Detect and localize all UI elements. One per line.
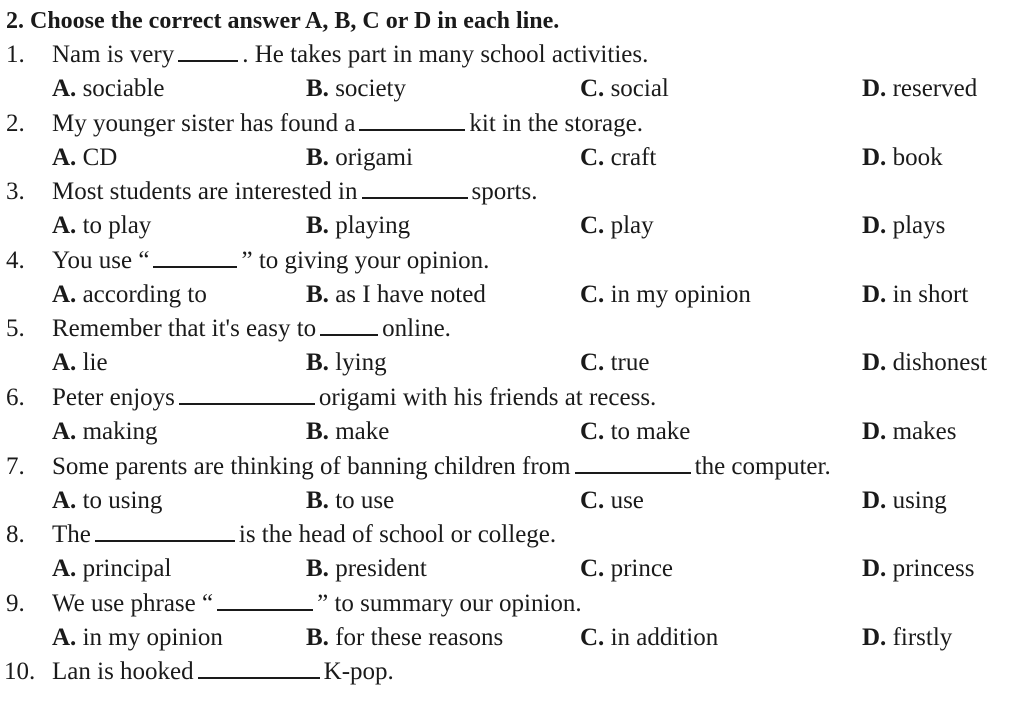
question-text (52, 312, 451, 346)
option-letter: C. (580, 487, 605, 514)
answer-options (0, 72, 1024, 106)
question-item (0, 107, 1024, 175)
option-letter: A. (52, 281, 77, 308)
option-letter: A. (52, 212, 77, 239)
question-number: 8. (6, 521, 25, 548)
option-a[interactable] (52, 346, 108, 380)
question-text-after: origami with his friends at recess. (318, 384, 657, 411)
option-c[interactable] (580, 278, 751, 312)
option-text: to use (335, 487, 395, 514)
question-text-before: Nam is very (52, 41, 175, 68)
answer-options (0, 209, 1024, 243)
option-letter: C. (580, 144, 605, 171)
option-text: president (335, 555, 427, 582)
option-letter: B. (306, 349, 329, 376)
option-text: use (610, 487, 644, 514)
option-a[interactable] (52, 209, 151, 243)
question-text-after: sports. (471, 178, 538, 205)
option-text: princess (892, 555, 975, 582)
answer-options (0, 621, 1024, 655)
option-text: true (610, 349, 650, 376)
option-letter: B. (306, 144, 329, 171)
option-d[interactable] (862, 72, 977, 106)
question-text-after: . He takes part in many school activities. (242, 41, 649, 68)
option-letter: D. (862, 349, 887, 376)
answer-blank[interactable] (198, 655, 320, 679)
option-letter: B. (306, 212, 329, 239)
option-text: play (610, 212, 654, 239)
question-text-after: kit in the storage. (469, 110, 643, 137)
option-letter: B. (306, 75, 329, 102)
option-text: sociable (82, 75, 165, 102)
option-d[interactable] (862, 141, 943, 175)
option-c[interactable] (580, 346, 649, 380)
question-text (52, 655, 394, 689)
option-letter: D. (862, 418, 887, 445)
option-letter: B. (306, 555, 329, 582)
answer-blank[interactable] (179, 381, 315, 405)
option-b[interactable] (306, 141, 413, 175)
option-c[interactable] (580, 552, 673, 586)
answer-options (0, 415, 1024, 449)
option-letter: A. (52, 418, 77, 445)
option-text: lying (335, 349, 387, 376)
option-a[interactable] (52, 621, 223, 655)
question-item (0, 38, 1024, 106)
question-text-before: Some parents are thinking of banning children from (52, 453, 571, 480)
answer-blank[interactable] (95, 518, 235, 542)
option-letter: D. (862, 487, 887, 514)
answer-blank[interactable] (575, 450, 691, 474)
option-letter: A. (52, 487, 77, 514)
option-letter: C. (580, 555, 605, 582)
question-number: 1. (6, 41, 25, 68)
option-letter: B. (306, 418, 329, 445)
option-a[interactable] (52, 141, 117, 175)
option-text: reserved (892, 75, 978, 102)
option-letter: B. (306, 624, 329, 651)
option-text: dishonest (892, 349, 988, 376)
option-letter: D. (862, 281, 887, 308)
question-text-after: the computer. (694, 453, 831, 480)
option-c[interactable] (580, 141, 656, 175)
question-text (52, 38, 648, 72)
option-text: to play (82, 212, 152, 239)
question-number: 7. (6, 453, 25, 480)
option-text: in my opinion (610, 281, 751, 308)
option-text: making (82, 418, 158, 445)
option-letter: B. (306, 487, 329, 514)
option-text: as I have noted (335, 281, 486, 308)
option-text: using (892, 487, 947, 514)
question-text-after: ” to giving your opinion. (241, 247, 490, 274)
question-item (0, 381, 1024, 449)
question-text (52, 518, 556, 552)
question-item (0, 312, 1024, 380)
question-item (0, 655, 1024, 723)
answer-options (0, 346, 1024, 380)
question-number: 9. (6, 590, 25, 617)
question-number: 10. (4, 658, 36, 685)
option-text: according to (82, 281, 207, 308)
question-text-after: ” to summary our opinion. (317, 590, 582, 617)
option-text: to make (610, 418, 691, 445)
question-text-before: Remember that it's easy to (52, 315, 317, 342)
question-text-before: The (52, 521, 91, 548)
question-item (0, 587, 1024, 655)
option-a[interactable] (52, 484, 162, 518)
answer-options (0, 552, 1024, 586)
option-letter: A. (52, 75, 77, 102)
option-text: for these reasons (335, 624, 504, 651)
option-a[interactable] (52, 552, 171, 586)
option-text: in short (892, 281, 969, 308)
option-text: CD (82, 144, 118, 171)
option-d[interactable] (862, 621, 952, 655)
option-d[interactable] (862, 552, 974, 586)
answer-blank[interactable] (320, 312, 378, 336)
option-letter: D. (862, 75, 887, 102)
question-text-before: You use “ (52, 247, 150, 274)
option-text: plays (892, 212, 946, 239)
option-text: in addition (610, 624, 719, 651)
question-number: 5. (6, 315, 25, 342)
option-letter: C. (580, 75, 605, 102)
option-letter: D. (862, 555, 887, 582)
question-text-before: We use phrase “ (52, 590, 214, 617)
question-text-before: Lan is hooked (52, 658, 194, 685)
option-b[interactable] (306, 346, 387, 380)
question-text (52, 450, 831, 484)
question-text (52, 107, 643, 141)
question-text-after: online. (382, 315, 451, 342)
option-c[interactable] (580, 484, 644, 518)
option-letter: B. (306, 281, 329, 308)
option-letter: D. (862, 624, 887, 651)
option-letter: D. (862, 212, 887, 239)
option-b[interactable] (306, 415, 389, 449)
option-letter: D. (862, 144, 887, 171)
option-text: playing (335, 212, 411, 239)
option-letter: A. (52, 144, 77, 171)
option-b[interactable] (306, 209, 410, 243)
question-number: 6. (6, 384, 25, 411)
answer-blank[interactable] (178, 38, 238, 62)
question-item (0, 450, 1024, 518)
question-text (52, 587, 582, 621)
option-text: principal (82, 555, 172, 582)
option-c[interactable] (580, 621, 718, 655)
option-c[interactable] (580, 415, 690, 449)
option-text: makes (892, 418, 957, 445)
option-text: make (335, 418, 390, 445)
option-d[interactable] (862, 278, 968, 312)
option-text: lie (82, 349, 108, 376)
option-c[interactable] (580, 209, 654, 243)
option-d[interactable] (862, 346, 987, 380)
question-text (52, 381, 656, 415)
option-text: prince (610, 555, 674, 582)
option-letter: A. (52, 349, 77, 376)
option-letter: C. (580, 212, 605, 239)
exercise-title: 2. Choose the correct answer A, B, C or D in each line. (6, 8, 560, 34)
option-text: society (335, 75, 407, 102)
question-item (0, 175, 1024, 243)
question-item (0, 518, 1024, 586)
option-a[interactable] (52, 415, 158, 449)
option-letter: A. (52, 624, 77, 651)
question-number: 3. (6, 178, 25, 205)
option-text: social (610, 75, 669, 102)
answer-options (0, 141, 1024, 175)
answer-blank[interactable] (359, 107, 465, 131)
option-b[interactable] (306, 552, 427, 586)
option-text: origami (335, 144, 413, 171)
option-a[interactable] (52, 278, 207, 312)
answer-blank[interactable] (217, 587, 313, 611)
answer-options (0, 484, 1024, 518)
answer-blank[interactable] (362, 175, 468, 199)
option-d[interactable] (862, 209, 945, 243)
question-number: 2. (6, 110, 25, 137)
option-letter: C. (580, 349, 605, 376)
option-b[interactable] (306, 72, 406, 106)
answer-options (0, 278, 1024, 312)
question-text-before: Most students are interested in (52, 178, 358, 205)
question-text-after: is the head of school or college. (238, 521, 557, 548)
question-text-before: My younger sister has found a (52, 110, 356, 137)
option-d[interactable] (862, 415, 956, 449)
option-letter: C. (580, 281, 605, 308)
option-d[interactable] (862, 484, 947, 518)
option-b[interactable] (306, 484, 394, 518)
option-text: to using (82, 487, 163, 514)
option-text: book (892, 144, 943, 171)
answer-blank[interactable] (153, 244, 237, 268)
question-number: 4. (6, 247, 25, 274)
option-c[interactable] (580, 72, 669, 106)
question-text (52, 244, 489, 278)
question-text-after: K-pop. (323, 658, 394, 685)
option-text: firstly (892, 624, 953, 651)
option-letter: A. (52, 555, 77, 582)
option-text: craft (610, 144, 657, 171)
option-text: in my opinion (82, 624, 223, 651)
option-letter: C. (580, 624, 605, 651)
option-b[interactable] (306, 278, 486, 312)
option-letter: C. (580, 418, 605, 445)
option-b[interactable] (306, 621, 503, 655)
question-text-before: Peter enjoys (52, 384, 175, 411)
question-item (0, 244, 1024, 312)
question-text (52, 175, 537, 209)
option-a[interactable] (52, 72, 164, 106)
